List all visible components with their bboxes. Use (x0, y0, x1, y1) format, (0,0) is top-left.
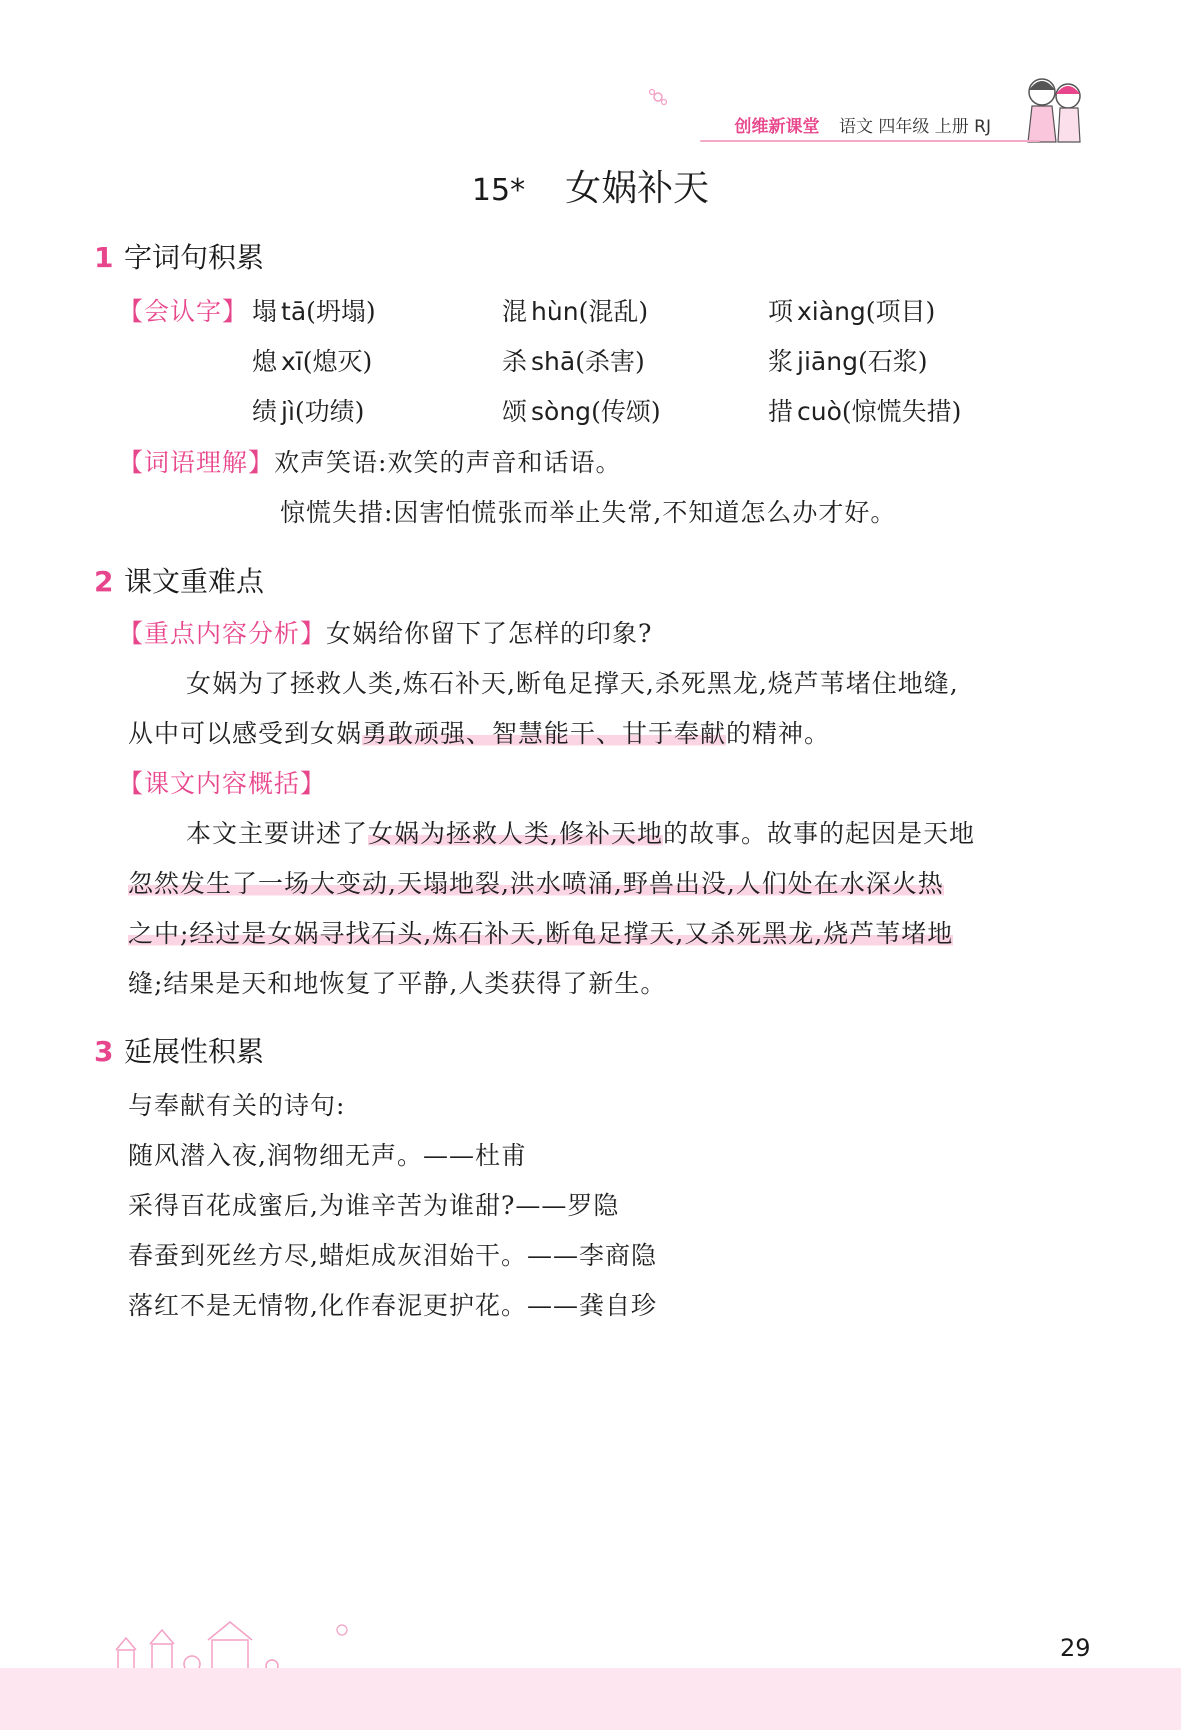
example-word: (功绩) (294, 397, 365, 426)
section-title: 字词句积累 (124, 241, 265, 274)
char-entry (502, 342, 645, 378)
pinyin: xī (281, 347, 303, 376)
hanzi: 杀 (502, 347, 528, 376)
section-index: 1 (94, 241, 114, 274)
pinyin: hùn (531, 297, 579, 326)
char-entry (502, 292, 648, 328)
char-entry (768, 342, 927, 378)
footer-band (0, 1668, 1181, 1730)
section-title: 延展性积累 (124, 1035, 265, 1068)
hanzi: 浆 (768, 347, 794, 376)
example-word: (石浆) (857, 347, 928, 376)
lesson-name: 女娲补天 (565, 168, 710, 209)
pinyin: jì (281, 397, 295, 426)
char-entry (252, 342, 372, 378)
summary-line-1: 本文主要讲述了女娲为拯救人类,修补天地的故事。故事的起因是天地 (186, 819, 975, 848)
example-word: (传颂) (591, 397, 661, 426)
example-word: (坍塌) (306, 297, 376, 326)
analysis-tag: 【重点内容分析】 (118, 619, 327, 648)
summary-line-4: 缝;结果是天和地恢复了平静,人类获得了新生。 (128, 969, 667, 998)
lesson-number: 15* (471, 173, 526, 208)
hanzi: 塌 (252, 297, 278, 326)
char-entry (502, 392, 661, 428)
pinyin: sòng (531, 397, 592, 426)
char-entry (252, 292, 376, 328)
page-number: 29 (1060, 1634, 1091, 1662)
summary-line-3: 之中;经过是女娲寻找石头,炼石补天,断龟足撑天,又杀死黑龙,烧芦苇堵地 (128, 919, 954, 948)
example-word: (惊慌失措) (841, 397, 962, 426)
poem-line: 随风潜入夜,润物细无声。——杜甫 (128, 1141, 527, 1170)
vocab-line-2 (280, 493, 896, 529)
section-title: 课文重难点 (124, 565, 265, 598)
header-underline (700, 140, 1040, 142)
section-index: 2 (94, 565, 114, 598)
summary-line-2: 忽然发生了一场大变动,天塌地裂,洪水喷涌,野兽出没,人们处在水深火热 (128, 869, 944, 898)
question-text: 女娲给你留下了怎样的印象? (326, 619, 653, 648)
pinyin: cuò (797, 397, 842, 426)
vocab-item: 欢声笑语:欢笑的声音和话语。 (274, 448, 622, 477)
hanzi: 颂 (502, 397, 528, 426)
poems-intro: 与奉献有关的诗句: (128, 1091, 346, 1120)
example-word: (混乱) (578, 297, 649, 326)
vocab-tag: 【词语理解】 (118, 448, 275, 477)
hanzi: 绩 (252, 397, 278, 426)
analysis-question (118, 614, 652, 650)
highlighted-phrase: 勇敢顽强、智慧能干、甘于奉献 (362, 719, 727, 748)
hanzi: 熄 (252, 347, 278, 376)
flower-doodle-icon (646, 86, 670, 108)
highlighted-phrase: 女娲为拯救人类,修补天地 (368, 819, 663, 848)
hanzi: 项 (768, 297, 794, 326)
poem-line: 春蚕到死丝方尽,蜡炬成灰泪始干。——李商隐 (128, 1241, 657, 1270)
char-entry (768, 292, 935, 328)
answer-line-2: 从中可以感受到女娲勇敢顽强、智慧能干、甘于奉献的精神。 (128, 719, 831, 748)
recognize-chars-tag: 【会认字】 (118, 297, 249, 326)
hanzi: 混 (502, 297, 528, 326)
example-word: (杀害) (575, 347, 645, 376)
section-index: 3 (94, 1035, 114, 1068)
pinyin: tā (281, 297, 307, 326)
book-info: 语文 四年级 上册 RJ (838, 117, 991, 137)
pinyin: shā (531, 347, 576, 376)
pinyin: jiāng (797, 347, 858, 376)
section-heading-1 (94, 236, 264, 276)
hanzi: 措 (768, 397, 794, 426)
example-word: (项目) (865, 297, 936, 326)
summary-tag: 【课文内容概括】 (118, 769, 327, 798)
vocab-line-1 (118, 443, 621, 479)
poem-line: 采得百花成蜜后,为谁辛苦为谁甜?——罗隐 (128, 1191, 620, 1220)
char-entry (252, 392, 364, 428)
pinyin: xiàng (797, 297, 866, 326)
example-word: (熄灭) (302, 347, 373, 376)
page-header (735, 112, 991, 137)
char-entry (768, 392, 961, 428)
vocab-item: 惊慌失措:因害怕慌张而举止失常,不知道怎么办才好。 (280, 498, 897, 527)
brand-name: 创维新课堂 (734, 117, 820, 137)
lesson-title (0, 160, 1181, 211)
section-heading-2 (94, 560, 264, 600)
poem-line: 落红不是无情物,化作春泥更护花。——龚自珍 (128, 1291, 657, 1320)
answer-line-1: 女娲为了拯救人类,炼石补天,断龟足撑天,杀死黑龙,烧芦苇堵住地缝, (186, 669, 959, 698)
section-heading-3 (94, 1030, 264, 1070)
